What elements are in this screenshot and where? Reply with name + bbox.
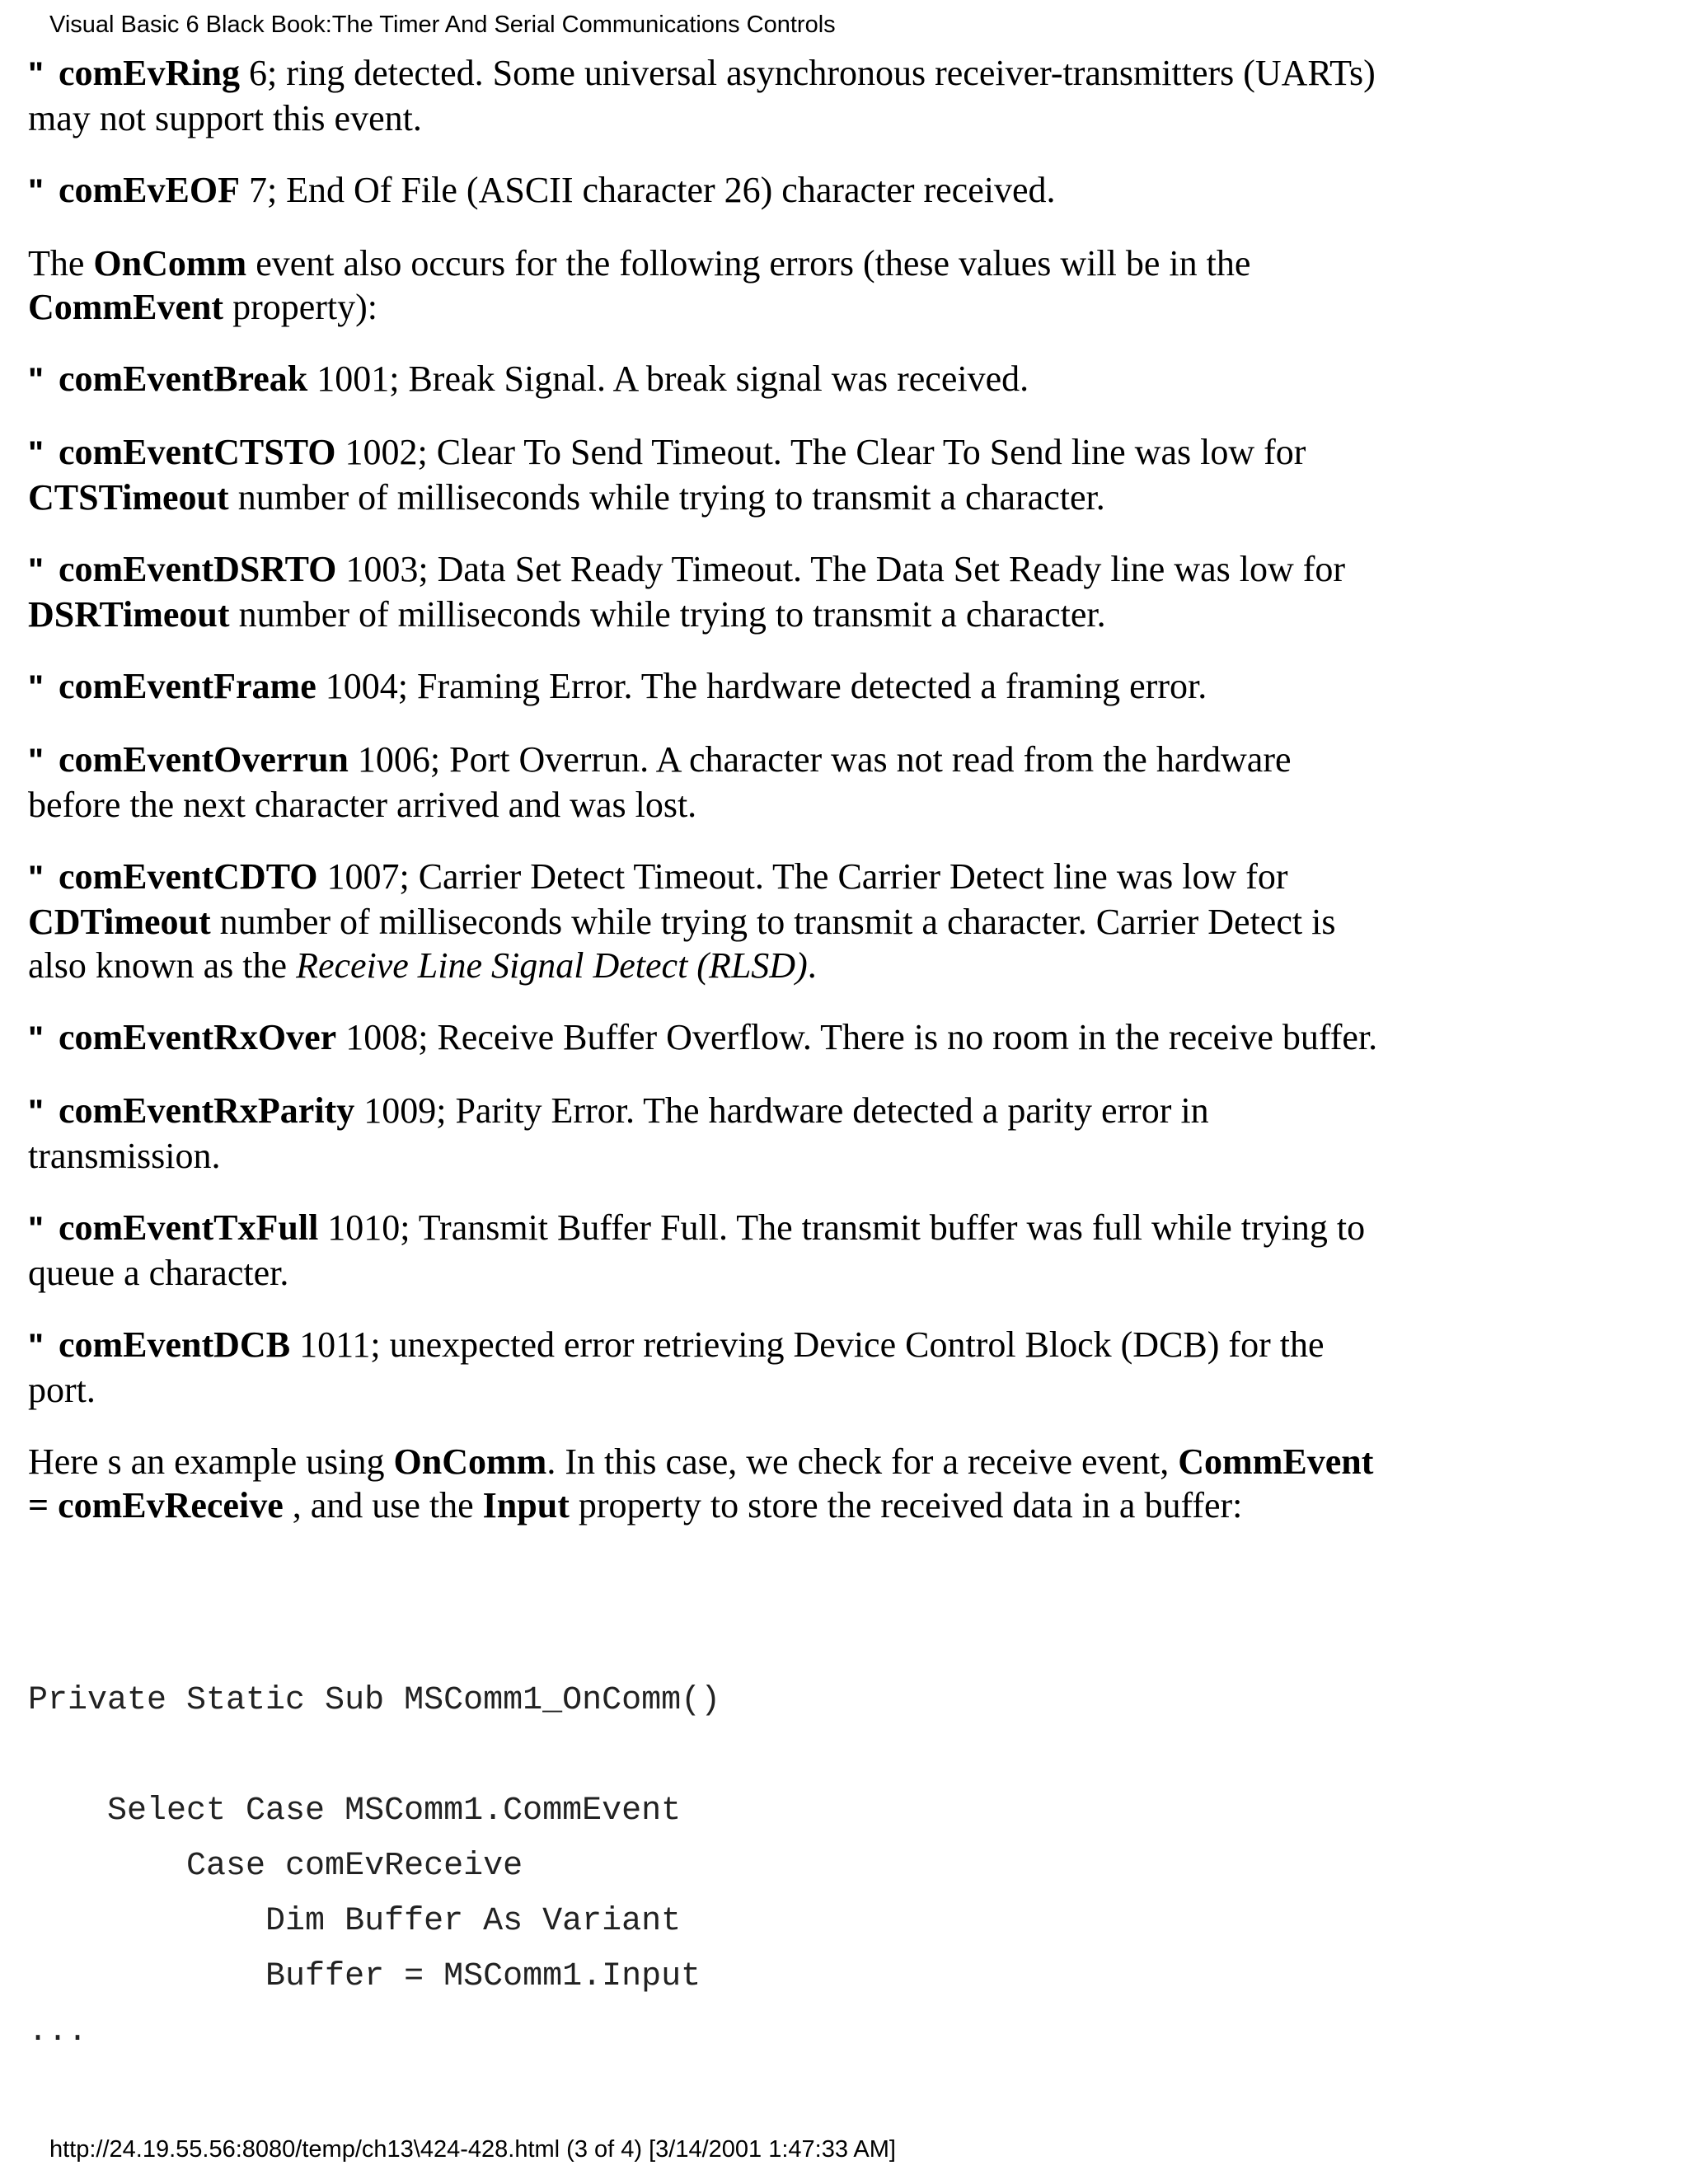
description: 1010; Transmit Buffer Full. The transmit buffer was full while trying to queue a character. [28,1207,1366,1293]
code-line: Private Static Sub MSComm1_OnComm() [28,1682,721,1719]
text: property to store the received data in a buffer: [569,1485,1243,1526]
term: comEventRxOver [58,1017,337,1057]
code-line: Select Case MSComm1.CommEvent [28,1793,682,1830]
bullet-mark: " [28,1328,44,1364]
italic-term: Receive Line Signal Detect (RLSD) [296,945,808,986]
bullet-mark: " [28,552,44,588]
term: comEvRing [58,53,240,93]
bullet-mark: " [28,743,44,779]
description: 1002; Clear To Send Timeout. The Clear To Send line was low for [335,432,1306,472]
term: comEventTxFull [58,1207,319,1248]
description: 7; End Of File (ASCII character 26) character received. [239,170,1056,210]
term: comEventRxParity [58,1090,355,1131]
example-intro-paragraph [28,1440,1380,1527]
list-item-comEventDCB [28,1323,1380,1412]
description: . [807,945,817,986]
description: 1001; Break Signal. A break signal was received. [307,359,1029,399]
list-item-comEventCDTO [28,855,1380,987]
list-item-comEventDSRTO [28,547,1380,636]
bullet-mark: " [28,669,44,705]
description: 1011; unexpected error retrieving Device Control Block (DCB) for the port. [28,1324,1325,1410]
bullet-mark: " [28,1094,44,1130]
text: The [28,243,94,284]
term: CommEvent [28,287,224,327]
list-item-comEventCTSTO [28,430,1380,519]
text: , and use the [283,1485,483,1526]
code-line: Dim Buffer As Variant [28,1903,682,1940]
term: comEventFrame [58,666,316,706]
description: 1008; Receive Buffer Overflow. There is no room in the receive buffer. [336,1017,1378,1057]
list-item-comEventTxFull [28,1206,1380,1295]
term: CommEvent = comEvReceive [28,1441,1374,1526]
bullet-mark: " [28,56,44,92]
bullet-mark: " [28,1211,44,1247]
code-line: ... [28,2013,88,2050]
description: number of milliseconds while trying to transmit a character. [228,477,1105,518]
term: comEventDSRTO [58,549,337,589]
document-body [28,51,1380,1555]
bullet-mark: " [28,173,44,209]
term: DSRTimeout [28,594,230,635]
code-block [28,1673,720,2060]
list-item-comEventFrame [28,664,1380,710]
term: comEventOverrun [58,739,349,780]
description: 6; ring detected. Some universal asynchronous receiver-transmitters (UARTs) may not support this event. [28,53,1376,138]
list-item-comEvRing [28,51,1380,140]
bullet-mark: " [28,860,44,896]
description: 1009; Parity Error. The hardware detected a parity error in transmission. [28,1090,1209,1176]
term: comEventDCB [58,1324,291,1365]
term: OnComm [393,1441,547,1482]
text: . In this case, we check for a receive event, [546,1441,1179,1482]
code-line [28,1728,720,1783]
code-line: Case comEvReceive [28,1848,523,1885]
bullet-mark: " [28,1020,44,1057]
list-item-comEventOverrun [28,738,1380,827]
description: 1003; Data Set Ready Timeout. The Data Set Ready line was low for [336,549,1346,589]
list-item-comEventRxOver [28,1015,1380,1061]
term: Input [482,1485,570,1526]
description: 1006; Port Overrun. A character was not read from the hardware before the next character arrived and was lost. [28,739,1292,825]
list-item-comEventBreak [28,357,1380,402]
description: number of milliseconds while trying to transmit a character. Carrier Detect is also known as the [28,902,1336,986]
bullet-mark: " [28,435,44,471]
description: 1007; Carrier Detect Timeout. The Carrier Detect line was low for [317,856,1288,897]
term: OnComm [93,243,247,284]
text: Here s an example using [28,1441,394,1482]
term: comEvEOF [58,170,240,210]
page-header: Visual Basic 6 Black Book:The Timer And Serial Communications Controls [49,12,836,38]
page-footer: http://24.19.55.56:8080/temp/ch13\424-428.html (3 of 4) [3/14/2001 1:47:33 AM] [49,2136,896,2163]
term: comEventBreak [58,359,308,399]
description: 1004; Framing Error. The hardware detected a framing error. [316,666,1207,706]
description: number of milliseconds while trying to transmit a character. [229,594,1106,635]
term: CDTimeout [28,902,211,942]
text: property): [223,287,378,327]
list-item-comEvEOF [28,168,1380,213]
code-line: Buffer = MSComm1.Input [28,1958,701,1995]
text: event also occurs for the following errors (these values will be in the [246,243,1251,284]
list-item-comEventRxParity [28,1089,1380,1178]
term: comEventCDTO [58,856,318,897]
errors-intro-paragraph [28,241,1380,329]
bullet-mark: " [28,362,44,398]
term: CTSTimeout [28,477,229,518]
term: comEventCTSTO [58,432,336,472]
